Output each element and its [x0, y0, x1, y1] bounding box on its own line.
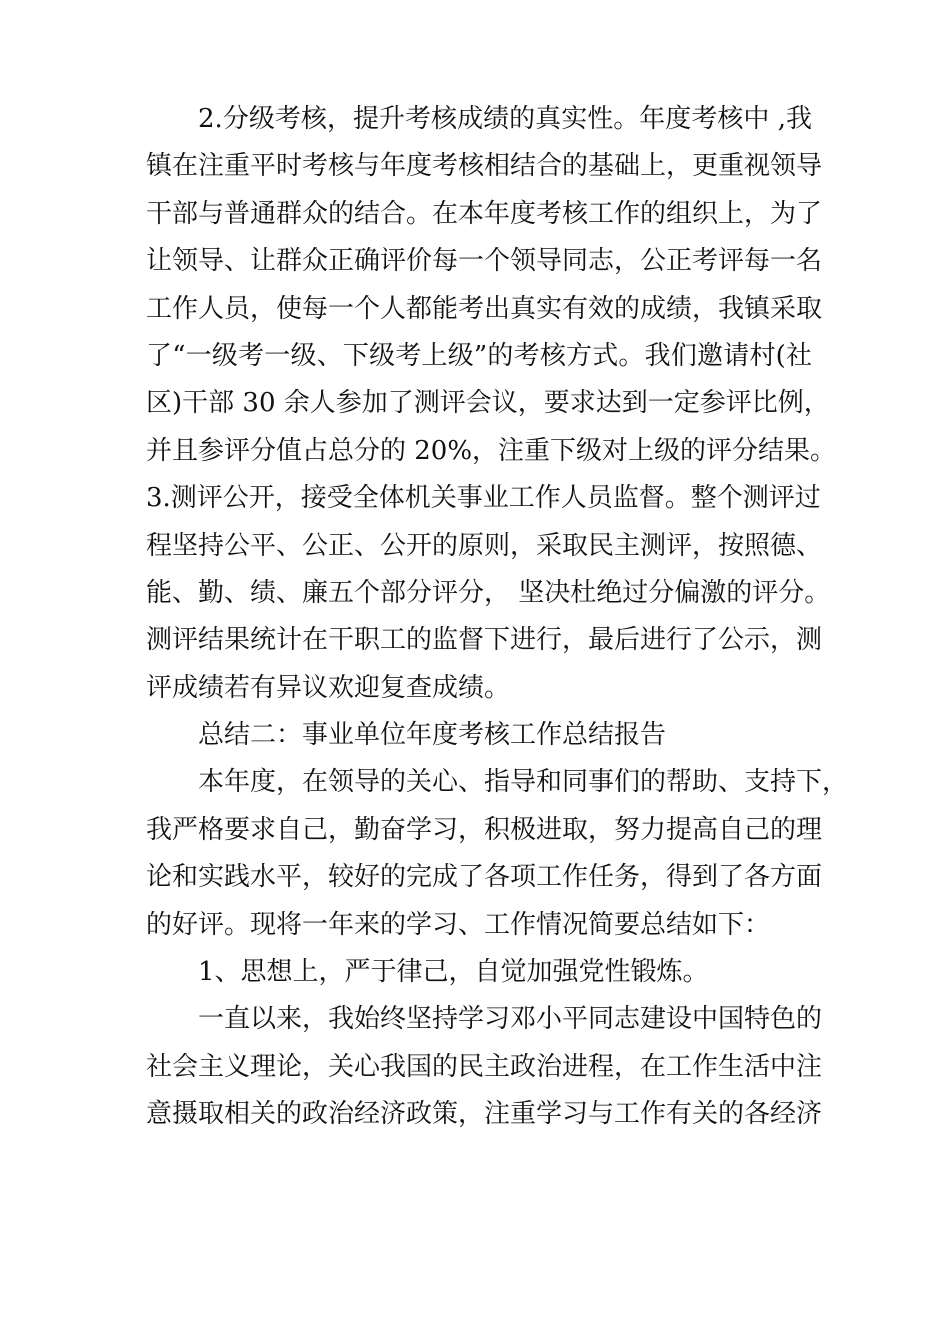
text-line: 意摄取相关的政治经济政策，注重学习与工作有关的各经济 — [146, 1099, 823, 1130]
text-line: 社会主义理论，关心我国的民主政治进程，在工作生活中注 — [146, 1051, 823, 1082]
text-line: 并且参评分值占总分的 20%，注重下级对上级的评分结果。 — [146, 435, 837, 466]
text-line: 1、思想上，严于律己，自觉加强党性锻炼。 — [198, 957, 709, 988]
text-line: 镇在注重平时考核与年度考核相结合的基础上，更重视领导 — [146, 151, 823, 182]
text-line: 的好评。现将一年来的学习、工作情况简要总结如下： — [146, 909, 771, 940]
text-line: 评成绩若有异议欢迎复查成绩。 — [146, 672, 511, 703]
text-line: 一直以来，我始终坚持学习邓小平同志建设中国特色的 — [198, 1004, 823, 1035]
text-line: 工作人员，使每一个人都能考出真实有效的成绩，我镇采取 — [146, 293, 823, 324]
text-line: 2.分级考核，提升考核成绩的真实性。年度考核中 ,我 — [198, 104, 812, 134]
text-line: 能、勤、绩、廉五个部分评分， 坚决杜绝过分偏激的评分。 — [146, 577, 831, 608]
text-line: 区)干部 30 余人参加了测评会议，要求达到一定参评比例， — [146, 388, 830, 419]
text-line: 程坚持公平、公正、公开的原则，采取民主测评，按照德、 — [146, 530, 823, 561]
text-line: 干部与普通群众的结合。在本年度考核工作的组织上，为了 — [146, 198, 823, 229]
text-line: 我严格要求自己，勤奋学习，积极进取，努力提高自己的理 — [146, 814, 823, 845]
text-line: 总结二：事业单位年度考核工作总结报告 — [198, 720, 667, 751]
text-line: 测评结果统计在干职工的监督下进行，最后进行了公示，测 — [146, 625, 823, 656]
document-body — [146, 96, 849, 1139]
text-line: 本年度，在领导的关心、指导和同事们的帮助、支持下， — [198, 767, 849, 798]
text-line: 论和实践水平，较好的完成了各项工作任务，得到了各方面 — [146, 862, 823, 893]
text-line: 3.测评公开，接受全体机关事业工作人员监督。整个测评过 — [146, 483, 821, 514]
text-line: 了“一级考一级、下级考上级”的考核方式。我们邀请村(社 — [146, 340, 812, 371]
text-line: 让领导、让群众正确评价每一个领导同志，公正考评每一名 — [146, 246, 823, 277]
